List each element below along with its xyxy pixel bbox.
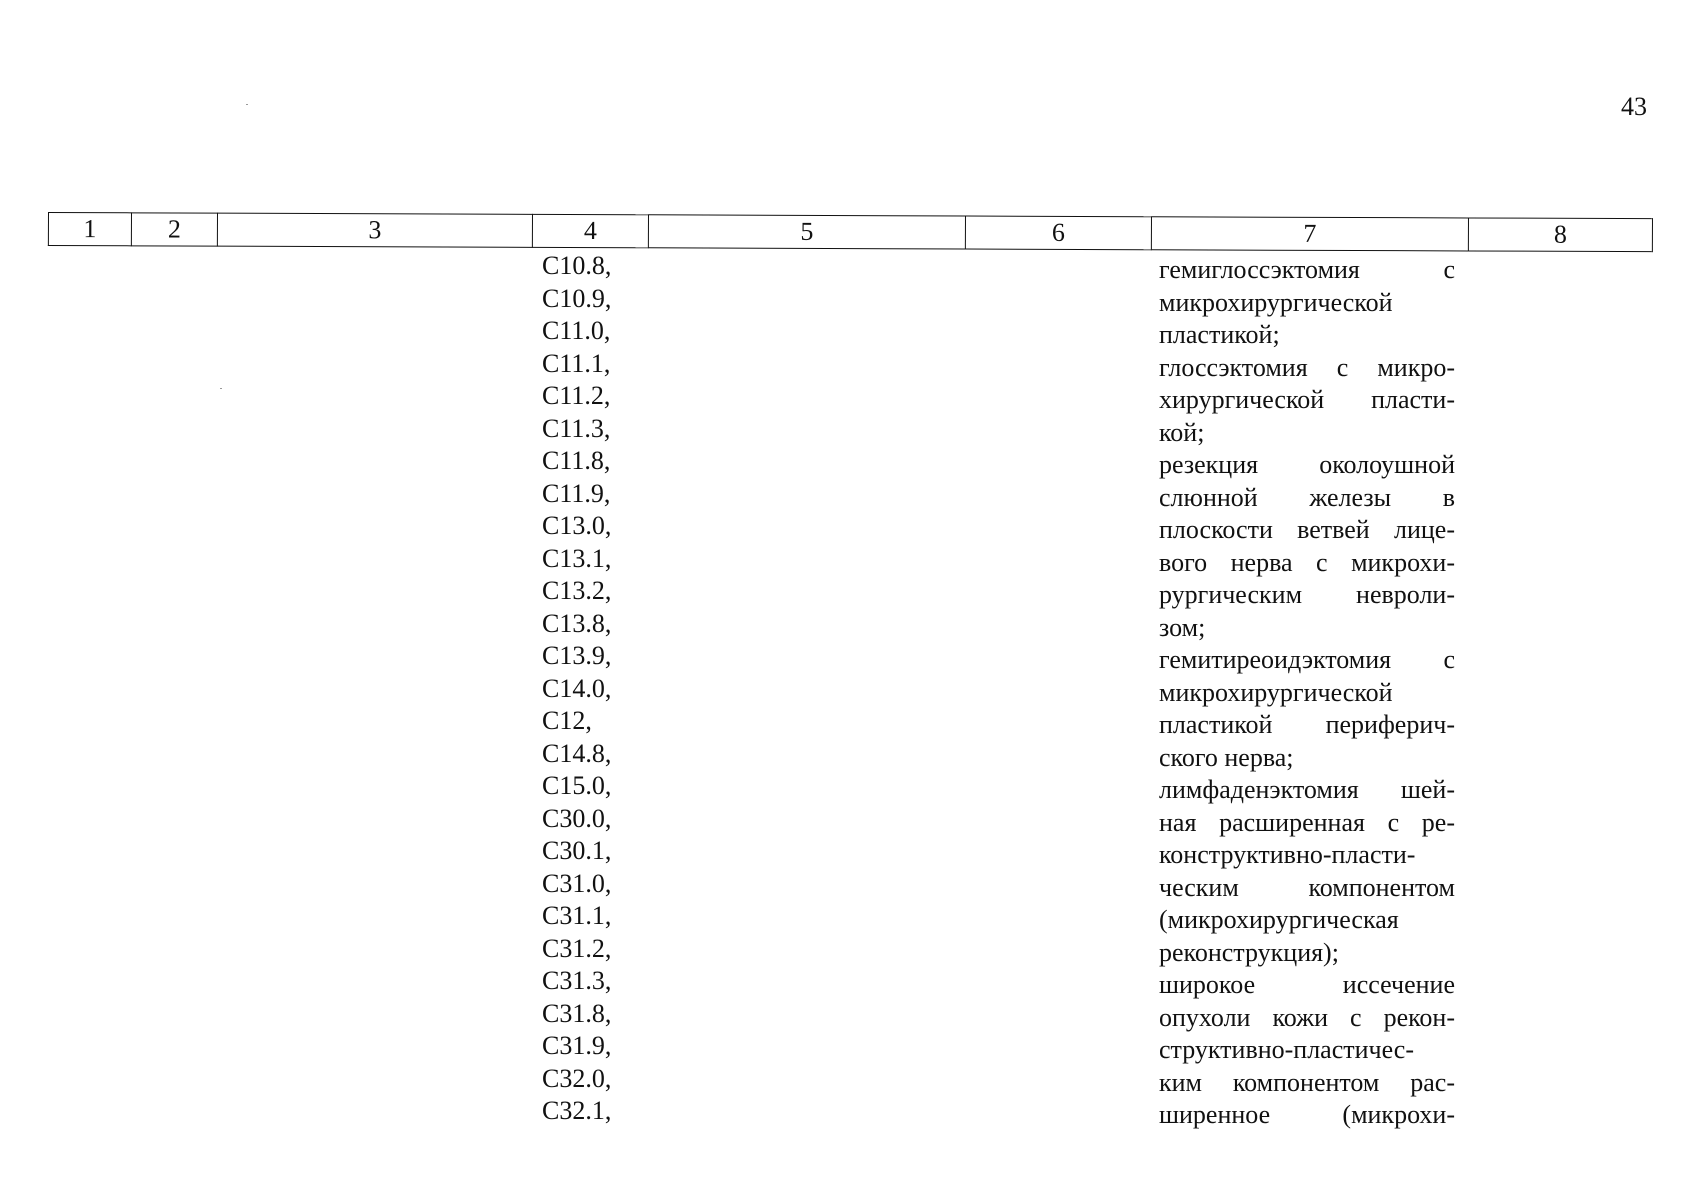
procedure-text-line: микрохирургической bbox=[1159, 677, 1393, 707]
code-item: C13.2, bbox=[542, 576, 612, 605]
column-7-procedures bbox=[1159, 254, 1455, 1132]
procedure-text-line: микрохирургической bbox=[1159, 287, 1393, 317]
code-item: C13.0, bbox=[542, 511, 612, 540]
procedure-text-line: ная расширенная с ре- bbox=[1159, 807, 1455, 837]
code-item: C14.8, bbox=[542, 738, 612, 768]
code-item: C12, bbox=[542, 706, 592, 735]
procedure-text-line: плоскости ветвей лице- bbox=[1159, 515, 1455, 544]
procedure-text-line: пластикой; bbox=[1159, 320, 1280, 349]
code-item: C11.2, bbox=[542, 381, 611, 410]
procedure-text-line: ширенное (микрохи- bbox=[1159, 1100, 1455, 1129]
page-number: 43 bbox=[1621, 92, 1647, 121]
column-header-4: 4 bbox=[532, 214, 648, 247]
procedure-text-line: глоссэктомия с микро- bbox=[1159, 352, 1455, 382]
column-header-7: 7 bbox=[1151, 217, 1468, 251]
procedure-text-line: зом; bbox=[1159, 612, 1206, 642]
column-header-5: 5 bbox=[648, 215, 965, 249]
column-header-8: 8 bbox=[1468, 218, 1652, 252]
column-header-6: 6 bbox=[965, 216, 1151, 250]
code-item: C15.0, bbox=[542, 771, 612, 800]
procedure-text-line: резекция околоушной bbox=[1159, 450, 1455, 479]
procedure-text-line: реконструкция); bbox=[1159, 937, 1339, 967]
column-header-1: 1 bbox=[48, 213, 131, 246]
code-item: C11.8, bbox=[542, 446, 611, 475]
code-item: C30.1, bbox=[542, 836, 612, 865]
procedure-text-line: вого нерва с микрохи- bbox=[1159, 547, 1455, 577]
code-item: C31.8, bbox=[542, 998, 612, 1028]
code-item: C11.0, bbox=[542, 316, 611, 345]
procedure-text-line: ческим компонентом bbox=[1159, 872, 1455, 902]
procedure-text-line: лимфаденэктомия шей- bbox=[1159, 775, 1455, 804]
procedure-text-line: рургическим невроли- bbox=[1159, 580, 1455, 609]
scan-speck bbox=[246, 104, 248, 105]
column-header-3: 3 bbox=[217, 213, 532, 247]
code-item: C11.1, bbox=[542, 348, 611, 378]
code-item: C10.8, bbox=[542, 251, 612, 280]
column-header-2: 2 bbox=[131, 213, 217, 246]
code-item: C31.1, bbox=[542, 901, 612, 930]
code-item: C31.9, bbox=[542, 1031, 612, 1060]
code-item: C32.0, bbox=[542, 1063, 612, 1093]
procedure-text-line: хирургической пласти- bbox=[1159, 385, 1455, 414]
procedure-text-line: гемиглоссэктомия с bbox=[1159, 255, 1455, 284]
procedure-text-line: гемитиреоидэктомия с bbox=[1159, 645, 1455, 674]
procedure-text-line: пластикой периферич- bbox=[1159, 710, 1455, 739]
code-item: C13.9, bbox=[542, 641, 612, 670]
column-4-codes bbox=[542, 250, 652, 1128]
code-item: C31.2, bbox=[542, 933, 612, 963]
procedure-text-line: (микрохирургическая bbox=[1159, 905, 1399, 934]
procedure-text-line: опухоли кожи с рекон- bbox=[1159, 1002, 1455, 1032]
table-header-row bbox=[48, 212, 1653, 252]
code-item: C13.1, bbox=[542, 543, 612, 573]
code-item: C10.9, bbox=[542, 283, 612, 313]
code-item: C30.0, bbox=[542, 803, 612, 833]
procedure-text-line: широкое иссечение bbox=[1159, 970, 1455, 999]
code-item: C14.0, bbox=[542, 673, 612, 703]
code-item: C32.1, bbox=[542, 1096, 612, 1125]
code-item: C11.3, bbox=[542, 413, 611, 443]
procedure-text-line: конструктивно-пласти- bbox=[1159, 840, 1416, 869]
procedure-text-line: слюнной железы в bbox=[1159, 482, 1455, 512]
code-item: C31.0, bbox=[542, 868, 612, 898]
procedure-text-line: ким компонентом рас- bbox=[1159, 1067, 1455, 1097]
procedure-text-line: кой; bbox=[1159, 417, 1205, 447]
code-item: C13.8, bbox=[542, 608, 612, 638]
code-item: C31.3, bbox=[542, 966, 612, 995]
scan-speck bbox=[220, 388, 222, 389]
procedure-text-line: ского нерва; bbox=[1159, 742, 1294, 772]
code-item: C11.9, bbox=[542, 478, 611, 508]
procedure-text-line: структивно-пластичес- bbox=[1159, 1035, 1414, 1064]
